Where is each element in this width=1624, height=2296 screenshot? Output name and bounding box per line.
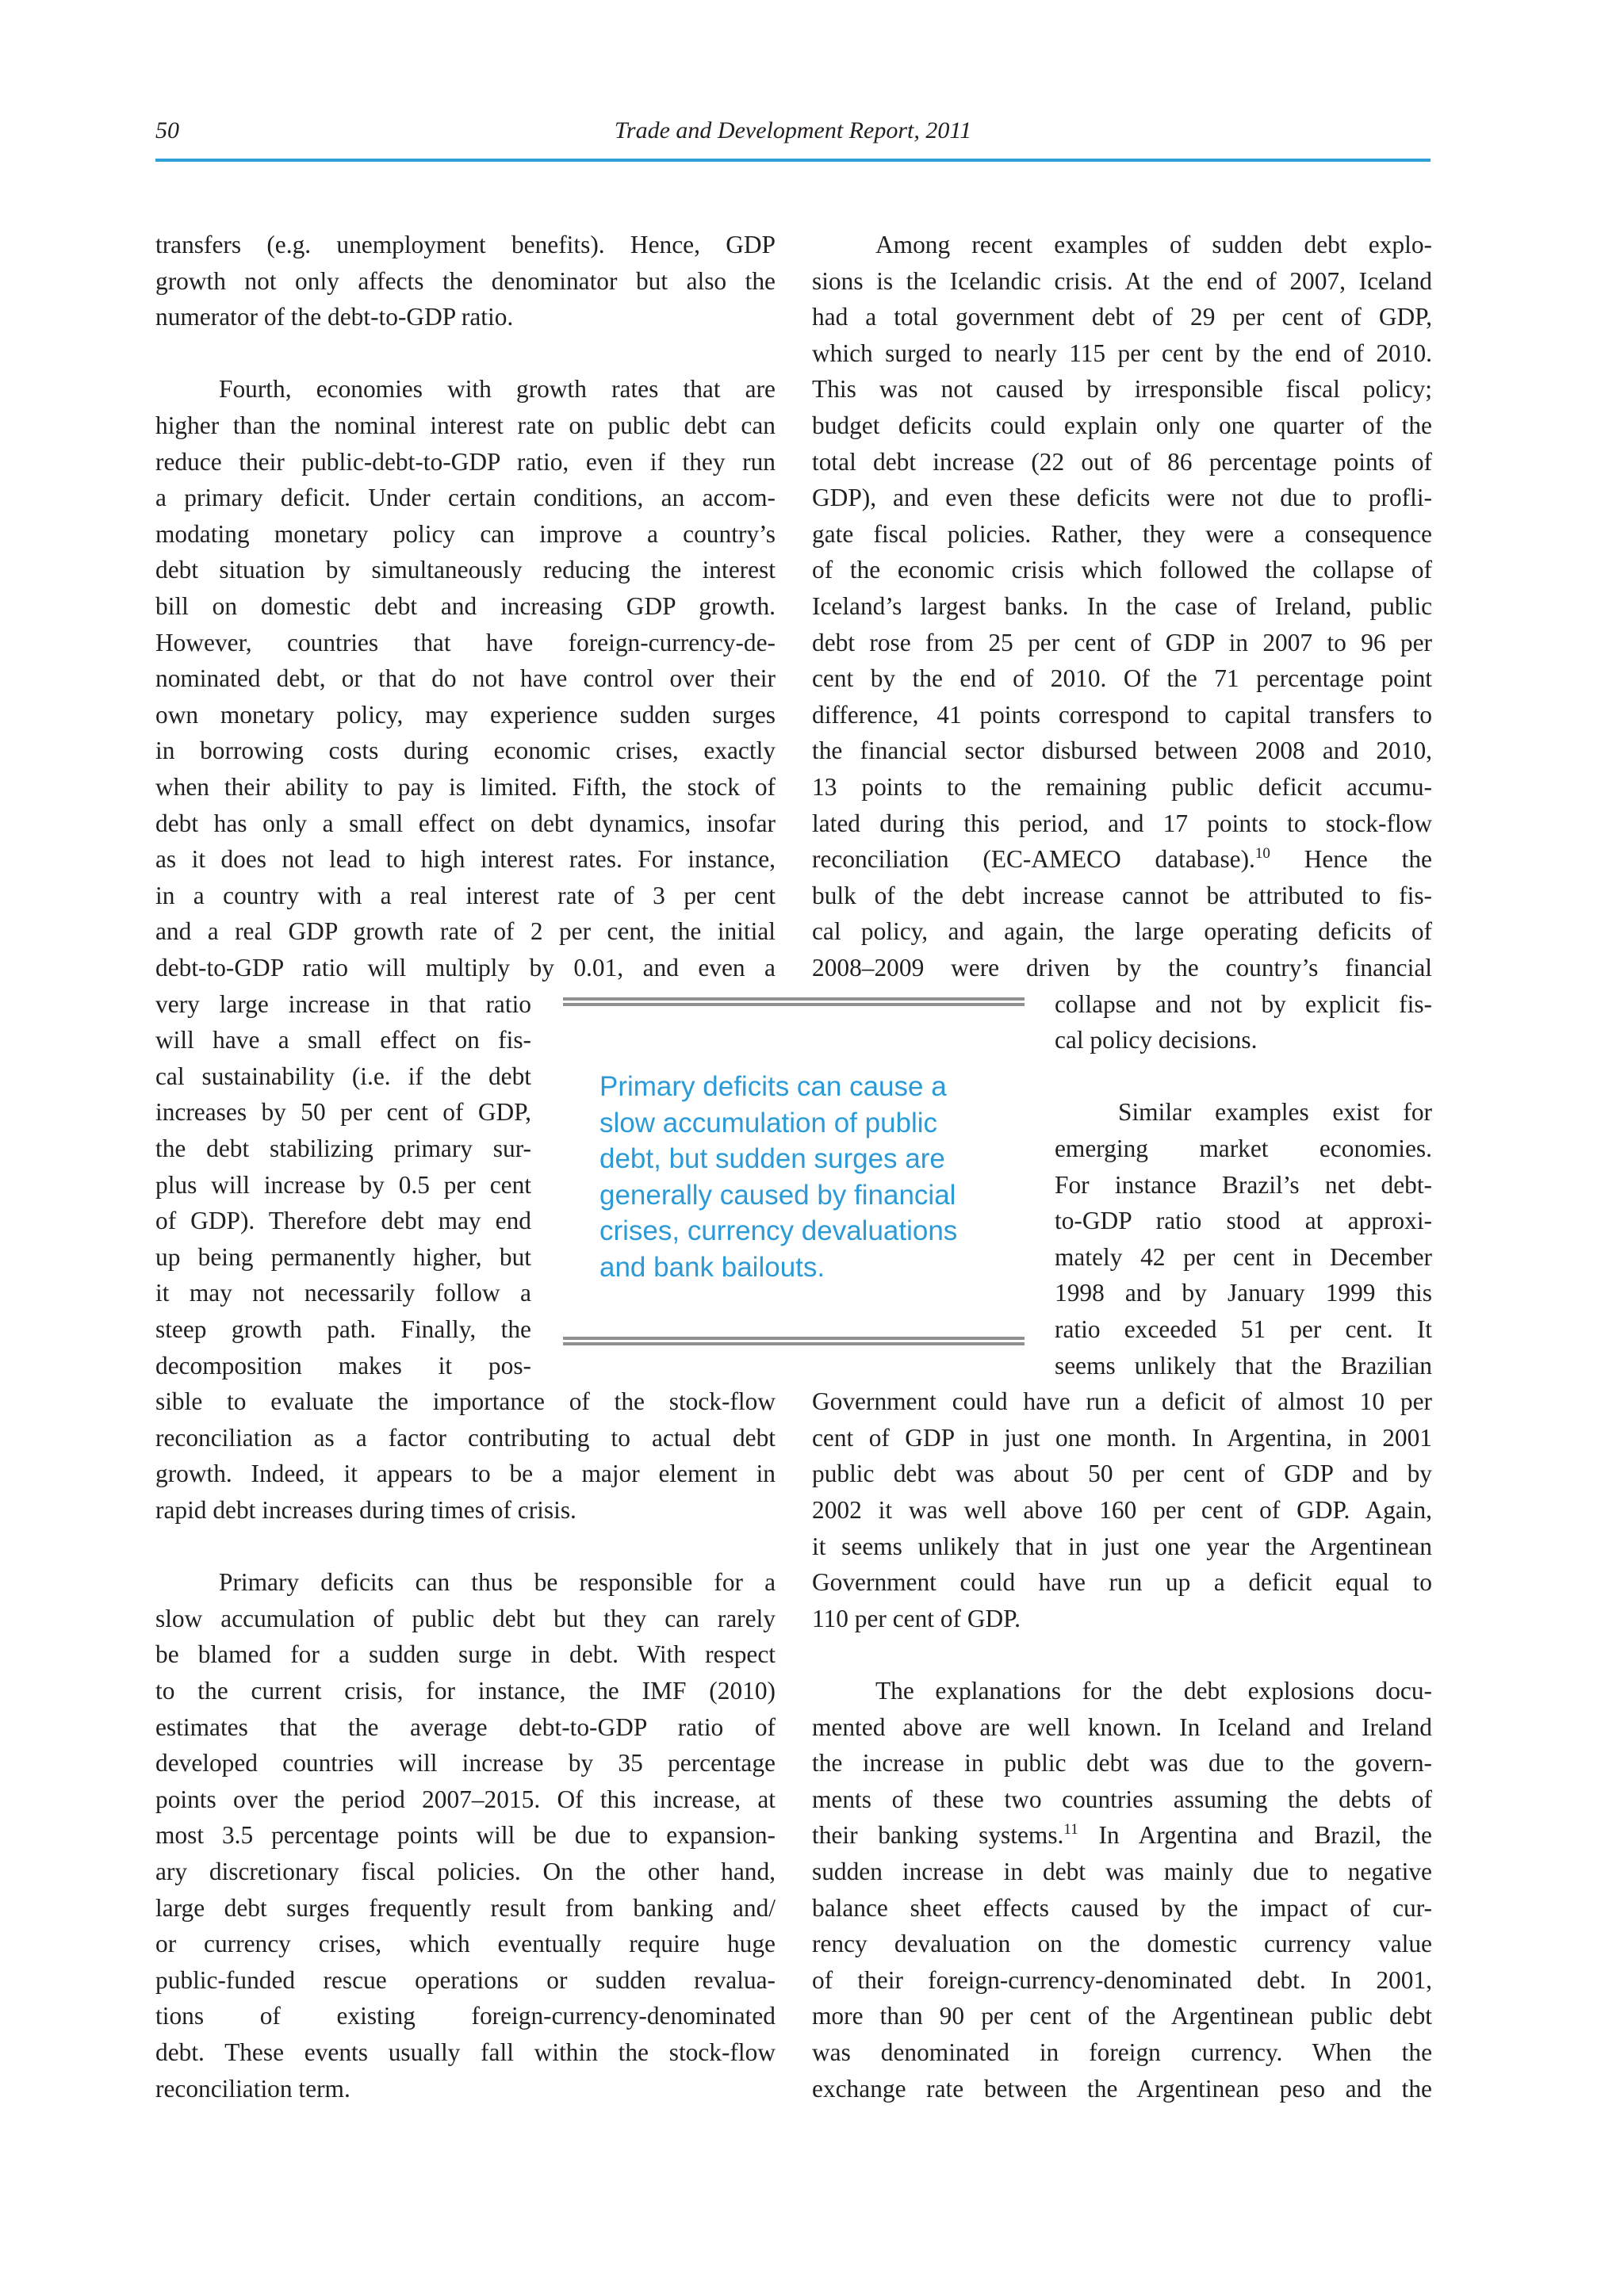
right-line-49: was denominated in foreign currency. When the bbox=[812, 2038, 1432, 2066]
left-line-4: Fourth, economies with growth rates that are bbox=[219, 375, 776, 404]
right-line-27: to-GDP ratio stood at approxi- bbox=[1055, 1207, 1432, 1235]
pullquote-line-2: slow accumulation of public bbox=[599, 1107, 938, 1138]
right-line-9: gate fiscal policies. Rather, they were a consequence bbox=[812, 519, 1432, 548]
right-line-33: cent of GDP in just one month. In Argentina, in 2001 bbox=[812, 1423, 1432, 1452]
left-line-40: estimates that the average debt-to-GDP ratio of bbox=[155, 1712, 776, 1741]
right-line-8: GDP), and even these deficits were not due to profli- bbox=[812, 484, 1432, 512]
right-line-43-text: their banking systems. bbox=[812, 1821, 1064, 1850]
left-line-10: bill on domestic debt and increasing GDP growth. bbox=[155, 592, 776, 620]
left-line-23: cal sustainability (i.e. if the debt bbox=[155, 1062, 531, 1090]
left-line-29: it may not necessarily follow a bbox=[155, 1279, 531, 1307]
right-line-45: balance sheet effects caused by the impact of cur- bbox=[812, 1893, 1432, 1922]
left-line-8: modating monetary policy can improve a country’s bbox=[155, 519, 776, 548]
left-line-20: debt-to-GDP ratio will multiply by 0.01, and even a bbox=[155, 954, 776, 982]
pullquote-line-4: generally caused by financial bbox=[599, 1179, 956, 1211]
right-line-40: mented above are well known. In Iceland and Ireland bbox=[812, 1712, 1432, 1741]
right-line-23: cal policy decisions. bbox=[1055, 1026, 1258, 1054]
right-line-5: This was not caused by irresponsible fiscal policy; bbox=[812, 375, 1432, 404]
left-line-18: in a country with a real interest rate of 3 per cent bbox=[155, 881, 776, 909]
right-line-12: debt rose from 25 per cent of GDP in 2007 to 96 per bbox=[812, 628, 1432, 656]
left-line-44: ary discretionary fiscal policies. On the other hand, bbox=[155, 1858, 776, 1885]
left-line-17: as it does not lead to high interest rates. For instance, bbox=[155, 845, 776, 874]
footnote-ref-11: 11 bbox=[1063, 1821, 1078, 1839]
footnote-ref-10: 10 bbox=[1254, 845, 1270, 863]
right-line-28: mately 42 per cent in December bbox=[1055, 1242, 1432, 1271]
left-line-33: reconciliation as a factor contributing to actual debt bbox=[155, 1423, 776, 1452]
left-line-22: will have a small effect on fis- bbox=[155, 1026, 531, 1054]
left-line-46: or currency crises, which eventually require huge bbox=[155, 1930, 776, 1958]
right-line-16: 13 points to the remaining public deficit accumu- bbox=[812, 773, 1432, 801]
pullquote-line-5: crises, currency devaluations bbox=[599, 1215, 958, 1247]
running-title: Trade and Development Report, 2011 bbox=[614, 117, 972, 144]
left-line-37: slow accumulation of public debt but they can rarely bbox=[155, 1604, 776, 1632]
right-line-32: Government could have run a deficit of almost 10 per bbox=[812, 1387, 1432, 1416]
left-line-19: and a real GDP growth rate of 2 per cent, the initial bbox=[155, 917, 776, 946]
left-line-30: steep growth path. Finally, the bbox=[155, 1315, 531, 1343]
left-line-25: the debt stabilizing primary sur- bbox=[155, 1135, 531, 1162]
left-line-2: growth not only affects the denominator but also the bbox=[155, 266, 776, 295]
right-line-20: cal policy, and again, the large operating deficits of bbox=[812, 917, 1432, 946]
right-line-18-text: reconciliation (EC-AMECO database). bbox=[812, 845, 1255, 874]
left-line-50: reconciliation term. bbox=[155, 2074, 350, 2103]
left-line-12: nominated debt, or that do not have control over their bbox=[155, 664, 776, 693]
left-line-39: to the current crisis, for instance, the IMF (2010) bbox=[155, 1677, 776, 1705]
left-line-6: reduce their public-debt-to-GDP ratio, even if they run bbox=[155, 447, 776, 476]
pullquote-line-6: and bank bailouts. bbox=[599, 1252, 825, 1283]
left-line-15: when their ability to pay is limited. Fifth, the stock of bbox=[155, 773, 776, 801]
left-line-7: a primary deficit. Under certain conditions, an accom- bbox=[155, 484, 776, 512]
left-line-1: transfers (e.g. unemployment benefits). Hence, GDP bbox=[155, 231, 776, 258]
right-line-42: ments of these two countries assuming the debts of bbox=[812, 1785, 1432, 1813]
left-line-36: Primary deficits can thus be responsible for a bbox=[219, 1568, 776, 1597]
right-line-25: emerging market economies. bbox=[1055, 1135, 1432, 1162]
left-line-47: public-funded rescue operations or sudden revalua- bbox=[155, 1965, 776, 1994]
right-line-2: sions is the Icelandic crisis. At the end of 2007, Iceland bbox=[812, 266, 1432, 295]
right-line-7: total debt increase (22 out of 86 percentage points of bbox=[812, 447, 1432, 476]
left-line-3: numerator of the debt-to-GDP ratio. bbox=[155, 303, 514, 331]
header-rule bbox=[155, 159, 1431, 162]
right-line-4: which surged to nearly 115 per cent by the end of 2010. bbox=[812, 339, 1432, 367]
right-line-17: lated during this period, and 17 points to stock-flow bbox=[812, 809, 1432, 837]
right-line-3: had a total government debt of 29 per cent of GDP, bbox=[812, 303, 1432, 331]
pullquote-line-3: debt, but sudden surges are bbox=[599, 1143, 945, 1175]
right-line-48: more than 90 per cent of the Argentinean public debt bbox=[812, 2002, 1432, 2030]
right-line-38: 110 per cent of GDP. bbox=[812, 1604, 1021, 1632]
left-line-26: plus will increase by 0.5 per cent bbox=[155, 1170, 531, 1199]
left-line-45: large debt surges frequently result from banking and/ bbox=[155, 1893, 776, 1922]
right-line-11: Iceland’s largest banks. In the case of Ireland, public bbox=[812, 592, 1432, 620]
right-line-18-tail: Hence the bbox=[1270, 845, 1432, 874]
right-line-39: The explanations for the debt explosions docu- bbox=[875, 1677, 1432, 1705]
pullquote-top-rule bbox=[563, 997, 1025, 1006]
right-line-35: 2002 it was well above 160 per cent of GDP. Again, bbox=[812, 1496, 1432, 1524]
left-line-32: sible to evaluate the importance of the stock-flow bbox=[155, 1387, 776, 1416]
left-line-35: rapid debt increases during times of crisis. bbox=[155, 1496, 576, 1524]
left-line-49: debt. These events usually fall within the stock-flow bbox=[155, 2038, 776, 2066]
left-line-34: growth. Indeed, it appears to be a major element in bbox=[155, 1460, 776, 1488]
left-line-21: very large increase in that ratio bbox=[155, 989, 531, 1018]
right-line-46: rency devaluation on the domestic currency value bbox=[812, 1930, 1432, 1958]
right-line-47: of their foreign-currency-denominated debt. In 2001, bbox=[812, 1965, 1432, 1994]
right-line-22: collapse and not by explicit fis- bbox=[1055, 989, 1432, 1018]
pullquote-bottom-rule bbox=[563, 1337, 1025, 1345]
right-line-1: Among recent examples of sudden debt explo- bbox=[875, 231, 1432, 258]
right-line-43-tail: In Argentina and Brazil, the bbox=[1078, 1821, 1432, 1850]
right-line-29: 1998 and by January 1999 this bbox=[1055, 1279, 1432, 1307]
right-line-6: budget deficits could explain only one quarter of the bbox=[812, 411, 1432, 439]
right-line-24: Similar examples exist for bbox=[1118, 1098, 1432, 1127]
right-line-30: ratio exceeded 51 per cent. It bbox=[1055, 1315, 1432, 1343]
right-line-13: cent by the end of 2010. Of the 71 percentage point bbox=[812, 664, 1432, 693]
left-line-9: debt situation by simultaneously reducing the interest bbox=[155, 556, 776, 584]
right-line-41: the increase in public debt was due to the govern- bbox=[812, 1749, 1432, 1777]
left-line-28: up being permanently higher, but bbox=[155, 1242, 531, 1271]
left-line-41: developed countries will increase by 35 percentage bbox=[155, 1749, 776, 1777]
right-line-19: bulk of the debt increase cannot be attributed to fis- bbox=[812, 881, 1432, 909]
right-line-10: of the economic crisis which followed the collapse of bbox=[812, 556, 1432, 584]
left-line-24: increases by 50 per cent of GDP, bbox=[155, 1098, 531, 1127]
right-line-26: For instance Brazil’s net debt- bbox=[1055, 1170, 1432, 1199]
right-line-44: sudden increase in debt was mainly due to negative bbox=[812, 1858, 1432, 1885]
right-line-36: it seems unlikely that in just one year the Argentinean bbox=[812, 1532, 1432, 1560]
left-line-48: tions of existing foreign-currency-denominated bbox=[155, 2002, 776, 2030]
right-line-37: Government could have run up a deficit equal to bbox=[812, 1568, 1432, 1597]
left-line-31: decomposition makes it pos- bbox=[155, 1351, 531, 1380]
left-line-13: own monetary policy, may experience sudden surges bbox=[155, 700, 776, 729]
right-line-43 bbox=[812, 1817, 1432, 1854]
left-line-16: debt has only a small effect on debt dynamics, insofar bbox=[155, 809, 776, 837]
left-line-14: in borrowing costs during economic crises, exactly bbox=[155, 737, 776, 765]
right-line-14: difference, 41 points correspond to capital transfers to bbox=[812, 700, 1432, 729]
left-line-5: higher than the nominal interest rate on public debt can bbox=[155, 411, 776, 439]
right-line-31: seems unlikely that the Brazilian bbox=[1055, 1351, 1432, 1380]
left-line-43: most 3.5 percentage points will be due to expansion- bbox=[155, 1821, 776, 1850]
page-number: 50 bbox=[155, 117, 179, 144]
right-line-15: the financial sector disbursed between 2008 and 2010, bbox=[812, 737, 1432, 765]
left-line-11: However, countries that have foreign-currency-de- bbox=[155, 628, 776, 656]
left-line-27: of GDP). Therefore debt may end bbox=[155, 1207, 531, 1235]
left-line-38: be blamed for a sudden surge in debt. With respect bbox=[155, 1640, 776, 1669]
pullquote-line-1: Primary deficits can cause a bbox=[599, 1071, 947, 1102]
right-line-34: public debt was about 50 per cent of GDP and by bbox=[812, 1460, 1432, 1488]
page-header bbox=[155, 113, 1431, 160]
left-line-42: points over the period 2007–2015. Of this increase, at bbox=[155, 1785, 776, 1813]
right-line-50: exchange rate between the Argentinean peso and the bbox=[812, 2074, 1432, 2103]
right-line-21: 2008–2009 were driven by the country’s financial bbox=[812, 954, 1432, 982]
right-line-18 bbox=[812, 841, 1432, 878]
